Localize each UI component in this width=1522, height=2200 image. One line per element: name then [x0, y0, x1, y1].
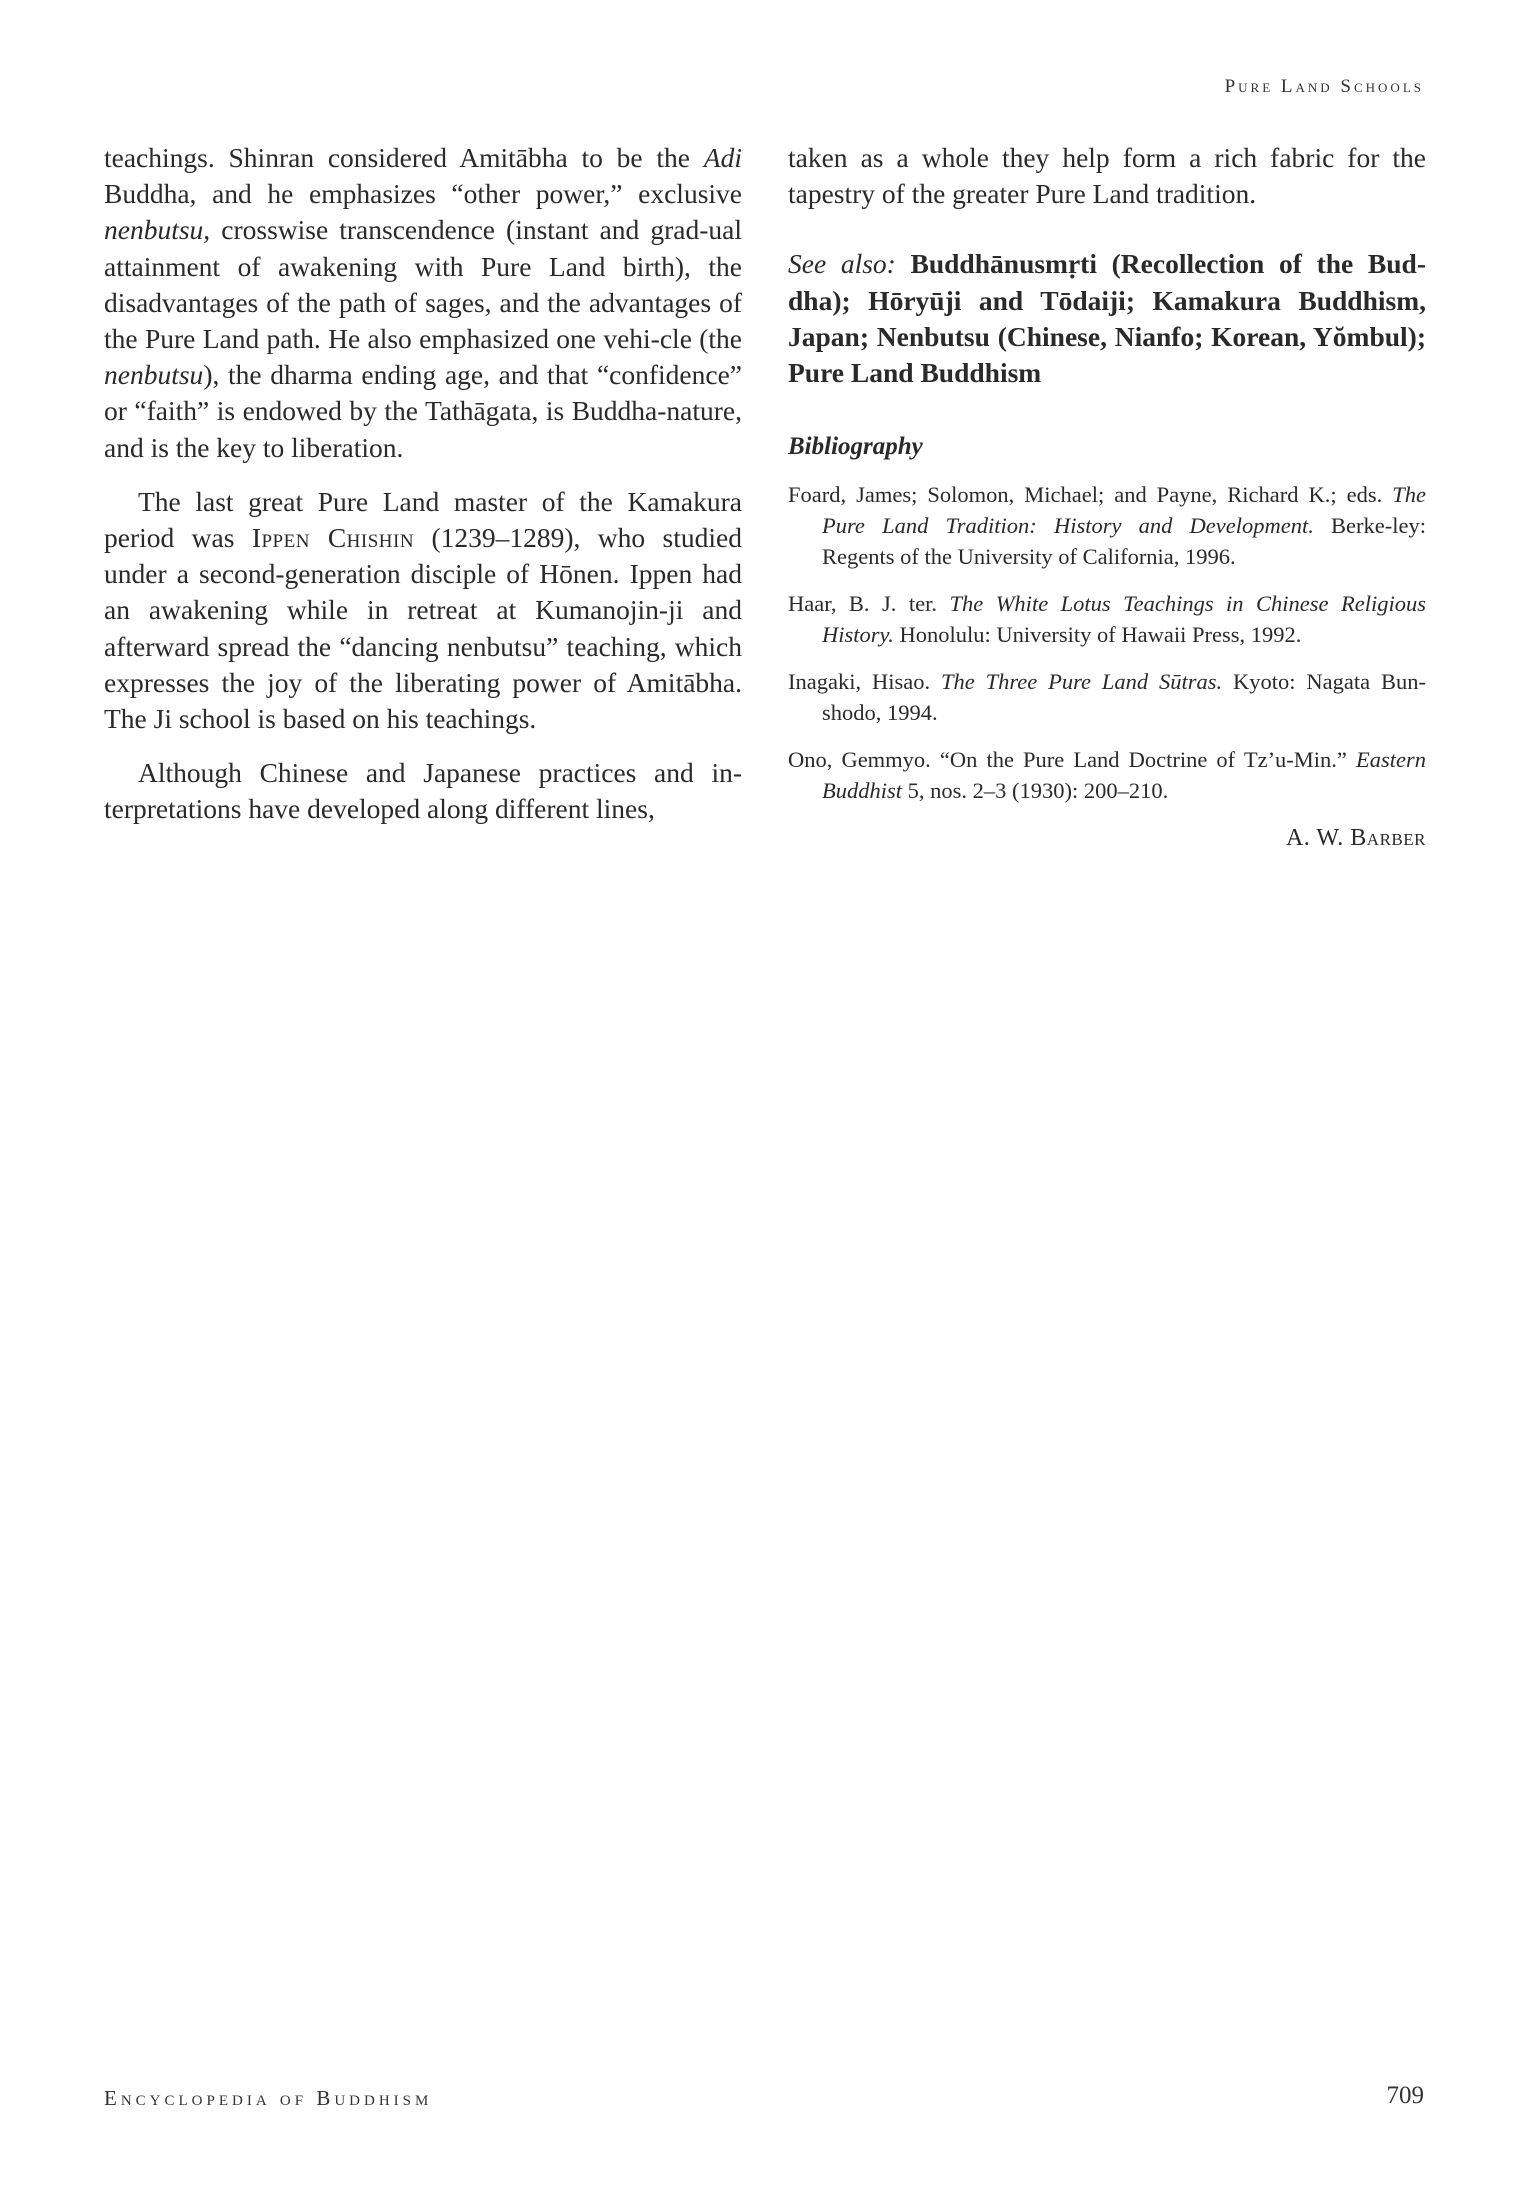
left-column [104, 140, 742, 828]
bibliography-list [788, 479, 1426, 806]
paragraph-conclusion-start: Although Chinese and Japanese practices and in-terpretations have developed along different lines, [104, 757, 742, 825]
running-head: Pure Land Schools [1224, 76, 1424, 97]
bibliography-entry: Haar, B. J. ter. The White Lotus Teachings in Chinese Religious History. Honolulu: University of Hawaii Press, 1992. [788, 591, 1426, 648]
paragraph-conclusion-end: taken as a whole they help form a rich fabric for the tapestry of the greater Pure Land tradition. [788, 142, 1426, 210]
paragraph-ippen: The last great Pure Land master of the Kamakura period was Ippen Chishin (1239–1289), who studied under a second-generation disciple of Hōnen. Ippen had an awakening while in retreat at Kumanojin-ji and afterward spread the “dancing nenbutsu” teaching, which expresses the joy of the liberating power of Amitābha. The Ji school is based on his teachings. [104, 485, 742, 735]
paragraph-shinran: teachings. Shinran considered Amitābha to be the Adi Buddha, and he emphasizes “other power,” exclusive nenbutsu, crosswise transcendence (instant and grad-ual attainment of awakening with Pure Land birth), the disadvantages of the path of sages, and the advantages of the Pure Land path. He also emphasized one vehi-cle (the nenbutsu), the dharma ending age, and that “confidence” or “faith” is endowed by the Tathāgata, is Buddha-nature, and is the key to liberation. [104, 142, 742, 463]
bibliography-entry: Foard, James; Solomon, Michael; and Payne, Richard K.; eds. The Pure Land Tradition: History and Development. Berke-ley: Regents of the University of California, 1996. [788, 482, 1426, 570]
see-also [788, 246, 1426, 391]
ippen-chishin-link[interactable]: Ippen Chishin [251, 522, 415, 554]
footer-title: Encyclopedia of Buddhism [104, 2086, 433, 2110]
bibliography-entry: Inagaki, Hisao. The Three Pure Land Sūtras. Kyoto: Nagata Bun-shodo, 1994. [788, 669, 1426, 726]
see-also-label: See also: [788, 248, 896, 280]
page-number: 709 [1386, 2082, 1424, 2109]
see-also-refs[interactable]: Buddhānusmṛti (Recollection of the Bud-dha); Hōryūji and Tōdaiji; Kamakura Buddhism, Japan; Nenbutsu (Chinese, Nianfo; Korean, Yŏmbul); Pure Land Buddhism [788, 248, 1426, 389]
bibliography-heading: Bibliography [788, 433, 923, 461]
bibliography-entry: Ono, Gemmyo. “On the Pure Land Doctrine of Tz’u-Min.” Eastern Buddhist 5, nos. 2–3 (1930): 200–210. [788, 747, 1426, 804]
right-column [788, 140, 1426, 857]
article-author: A. W. Barber [1285, 825, 1426, 852]
